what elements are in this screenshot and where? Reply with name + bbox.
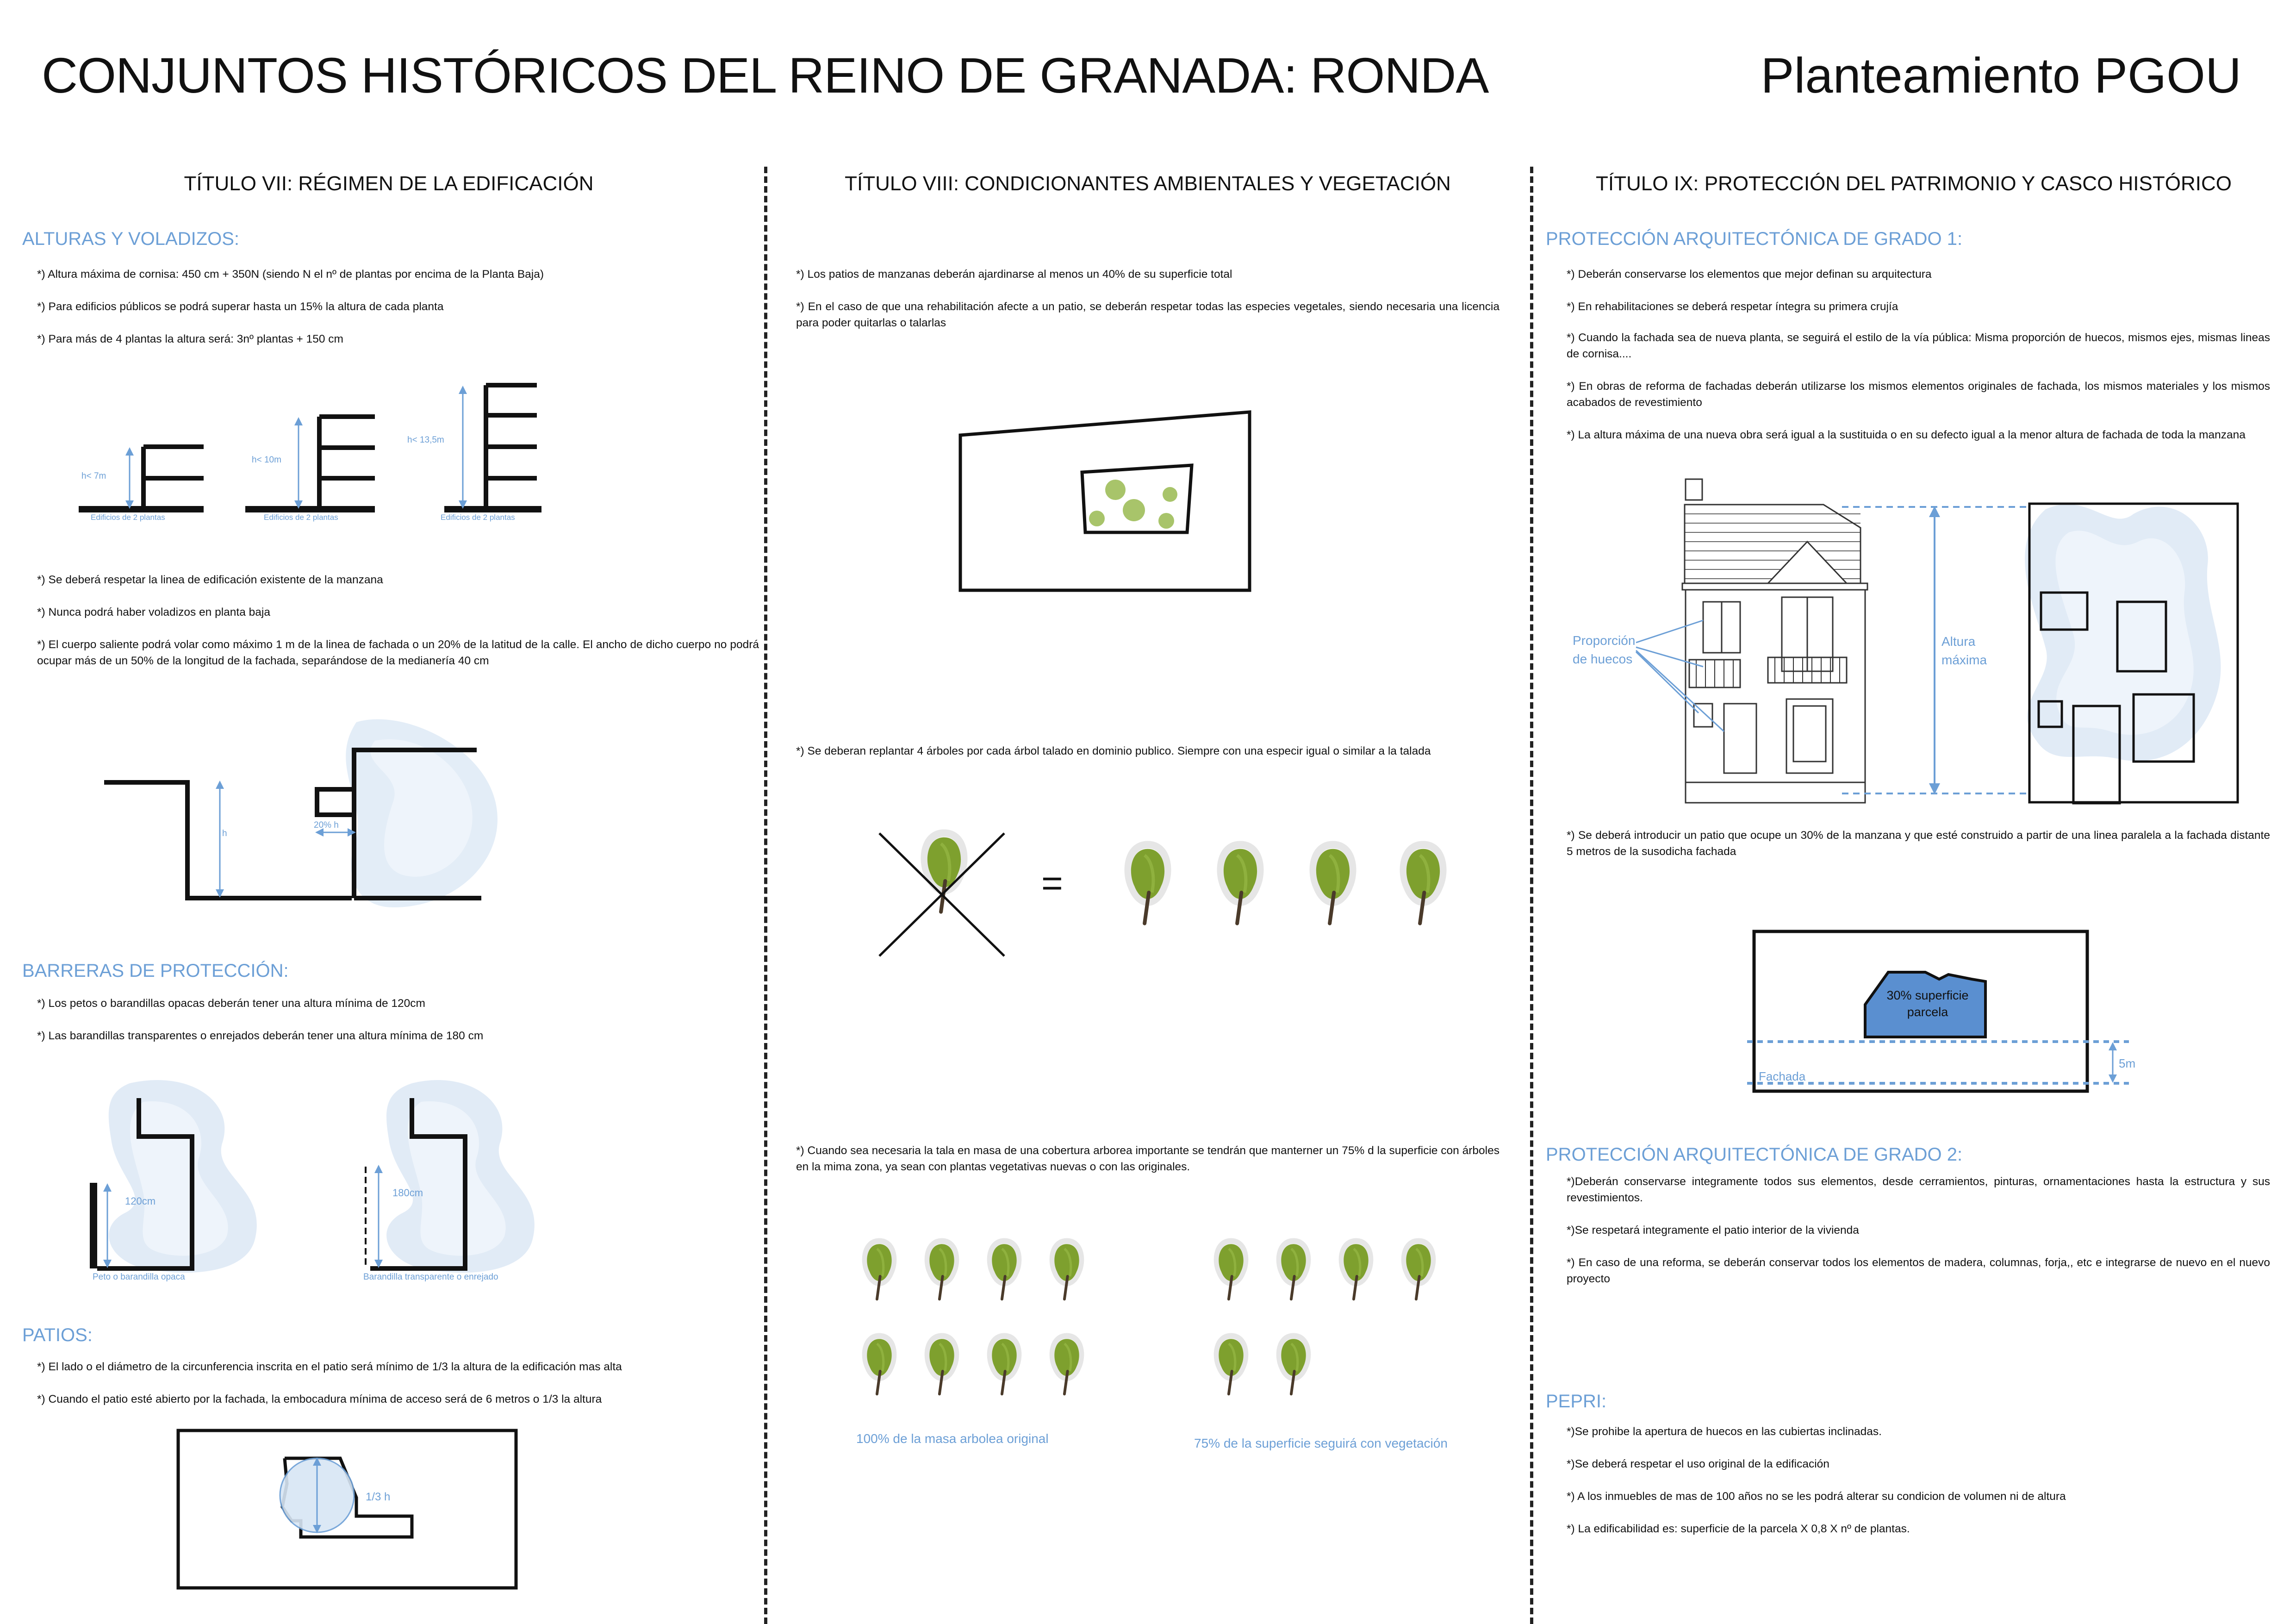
pepri-item-3: *) A los inmuebles de mas de 100 años no se les podrá alterar su condicion de volumen ni de altura xyxy=(1567,1490,2066,1503)
building-caption-1: Edificios de 2 plantas xyxy=(91,513,165,522)
col2-caption-2: 75% de la superficie seguirá con vegetación xyxy=(1194,1436,1448,1450)
patio-30-label-2: parcela xyxy=(1907,1005,1948,1019)
col1-title: TÍTULO VII: RÉGIMEN DE LA EDIFICACIÓN xyxy=(184,172,594,195)
col2-title: TÍTULO VIII: CONDICIONANTES AMBIENTALES Y VEGETACIÓN xyxy=(845,172,1451,195)
barreras-heading: BARRERAS DE PROTECCIÓN: xyxy=(22,961,289,981)
page-subtitle: Planteamiento PGOU xyxy=(1761,47,2241,103)
barreras-item-2: *) Las barandillas transparentes o enrejados deberán tener una altura mínima de 180 cm xyxy=(37,1030,484,1042)
grado1-item-2: *) En rehabilitaciones se deberá respetar íntegra su primera crujía xyxy=(1567,300,1898,313)
altura-label-1: Altura xyxy=(1941,634,1976,649)
barreras-caption-1: Peto o barandilla opaca xyxy=(93,1272,185,1282)
grado2-item-1: *)Deberán conservarse integramente todos sus elementos, desde cerramientos, pinturas, ornamentaciones hasta la estructura y sus revestimientos. xyxy=(1567,1175,2270,1204)
col2-item-3: *) Se deberan replantar 4 árboles por cada árbol talado en dominio publico. Siempre con una especir igual o similar a la talada xyxy=(796,745,1431,757)
col2-item-4: *) Cuando sea necesaria la tala en masa de una cobertura arborea importante se tendrán que manterner un 75% d la superficie con árboles en la mima zona, ya sean con plantas vegetativas nuevas o con las originales. xyxy=(796,1144,1500,1173)
barreras-item-1: *) Los petos o barandillas opacas deberán tener una altura mínima de 120cm xyxy=(37,997,425,1010)
grado1-item-6: *) Se deberá introducir un patio que ocupe un 30% de la manzana y que esté construido a partir de una linea paralela a la fachada distante 5 metros de la susodicha fachada xyxy=(1567,829,2270,858)
voladizo-h-label: h xyxy=(222,829,227,838)
masa-arborea-diagram xyxy=(847,1231,1504,1417)
proporcion-label-2: de huecos xyxy=(1573,652,1633,666)
pepri-item-4: *) La edificabilidad es: superficie de la parcela X 0,8 X nº de plantas. xyxy=(1567,1523,1910,1535)
grado1-item-1: *) Deberán conservarse los elementos que mejor definan su arquitectura xyxy=(1567,268,1932,281)
fachada-diagram xyxy=(1564,472,2286,806)
grado1-item-4: *) En obras de reforma de fachadas deberán utilizarse los mismos elementos originales de fachada, los mismos materiales y los mismos acabados de revestimiento xyxy=(1567,380,2270,409)
h-label-1: h< 7m xyxy=(81,471,106,481)
grado2-item-3: *) En caso de una reforma, se deberán conservar todos los elementos de madera, columnas, forja,, etc e integrarse de nuevo en el nuevo proyecto xyxy=(1567,1256,2270,1285)
alturas-item-6: *) El cuerpo saliente podrá volar como máximo 1 m de la linea de fachada o un 20% de la latitud de la calle. El ancho de dicho cuerpo no podrá ocupar más de un 50% de la longitud de la fachada, separándose de la medianería 40 cm xyxy=(37,638,759,667)
patio-diagram xyxy=(176,1428,518,1593)
height-diagram xyxy=(69,375,579,532)
fachada-label: Fachada xyxy=(1759,1069,1806,1083)
col3-title: TÍTULO IX: PROTECCIÓN DEL PATRIMONIO Y CASCO HISTÓRICO xyxy=(1596,172,2232,195)
alturas-item-3: *) Para más de 4 plantas la altura será: 3nº plantas + 150 cm xyxy=(37,333,343,345)
patio-30-label xyxy=(1865,987,1990,1020)
voladizo-diagram xyxy=(97,708,514,921)
pepri-heading: PEPRI: xyxy=(1546,1391,1607,1412)
grado1-item-3: *) Cuando la fachada sea de nueva planta, se seguirá el estilo de la vía pública: Misma proporción de huecos, mismos ejes, mismas lineas de cornisa.... xyxy=(1567,331,2270,360)
proporcion-label-1: Proporción xyxy=(1573,633,1636,648)
h-label-3: h< 13,5m xyxy=(407,435,444,445)
alturas-heading: ALTURAS Y VOLADIZOS: xyxy=(22,229,240,249)
patio-manzana-diagram xyxy=(953,407,1259,602)
grado2-heading: PROTECCIÓN ARQUITECTÓNICA DE GRADO 2: xyxy=(1546,1144,1963,1165)
alturas-item-1: *) Altura máxima de cornisa: 450 cm + 350N (siendo N el nº de plantas por encima de la Planta Baja) xyxy=(37,268,544,281)
alturas-item-4: *) Se deberá respetar la linea de edificación existente de la manzana xyxy=(37,574,383,586)
altura-label-2: máxima xyxy=(1941,653,1987,667)
patio-30-label-1: 30% superficie xyxy=(1886,988,1969,1002)
measure-120: 120cm xyxy=(125,1195,156,1207)
patio-5m-label: 5m xyxy=(2119,1056,2136,1070)
building-caption-3: Edificios de 2 plantas xyxy=(441,513,515,522)
alturas-item-2: *) Para edificios públicos se podrá superar hasta un 15% la altura de cada planta xyxy=(37,300,444,313)
pepri-item-2: *)Se deberá respetar el uso original de la edificación xyxy=(1567,1458,1829,1470)
alturas-item-5: *) Nunca podrá haber voladizos en planta baja xyxy=(37,606,270,618)
voladizo-pct-label: 20% h xyxy=(314,820,339,830)
equals-sign: = xyxy=(1041,862,1063,904)
grado1-heading: PROTECCIÓN ARQUITECTÓNICA DE GRADO 1: xyxy=(1546,229,1963,249)
col2-item-2: *) En el caso de que una rehabilitación afecte a un patio, se deberán respetar todas las especies vegetales, siendo necesaria una licencia para poder quitarlas o talarlas xyxy=(796,300,1500,329)
pepri-item-1: *)Se prohibe la apertura de huecos en las cubiertas inclinadas. xyxy=(1567,1425,1882,1438)
page-title: CONJUNTOS HISTÓRICOS DEL REINO DE GRANADA: RONDA xyxy=(42,47,1489,103)
grado2-item-2: *)Se respetará integramente el patio interior de la vivienda xyxy=(1567,1224,1859,1237)
col2-caption-1: 100% de la masa arbolea original xyxy=(856,1431,1049,1446)
patios-heading: PATIOS: xyxy=(22,1325,93,1345)
barreras-caption-2: Barandilla transparente o enrejado xyxy=(363,1272,498,1282)
grado1-item-5: *) La altura máxima de una nueva obra será igual a la sustituida o en su defecto igual a la menor altura de fachada de toda la manzana xyxy=(1567,429,2246,441)
col2-item-1: *) Los patios de manzanas deberán ajardinarse al menos un 40% de su superficie total xyxy=(796,268,1232,281)
replantar-diagram xyxy=(870,824,1472,963)
patio-label: 1/3 h xyxy=(366,1491,391,1503)
patios-item-1: *) El lado o el diámetro de la circunferencia inscrita en el patio será mínimo de 1/3 la altura de la edificación mas alta xyxy=(37,1361,622,1373)
column-divider-2 xyxy=(1530,167,1533,1624)
building-caption-2: Edificios de 2 plantas xyxy=(264,513,338,522)
h-label-2: h< 10m xyxy=(252,455,281,465)
barreras-diagram xyxy=(69,1074,555,1282)
measure-180: 180cm xyxy=(392,1187,423,1199)
patios-item-2: *) Cuando el patio esté abierto por la fachada, la embocadura mínima de acceso será de 6 metros o 1/3 la altura xyxy=(37,1393,602,1405)
column-divider-1 xyxy=(764,167,767,1624)
